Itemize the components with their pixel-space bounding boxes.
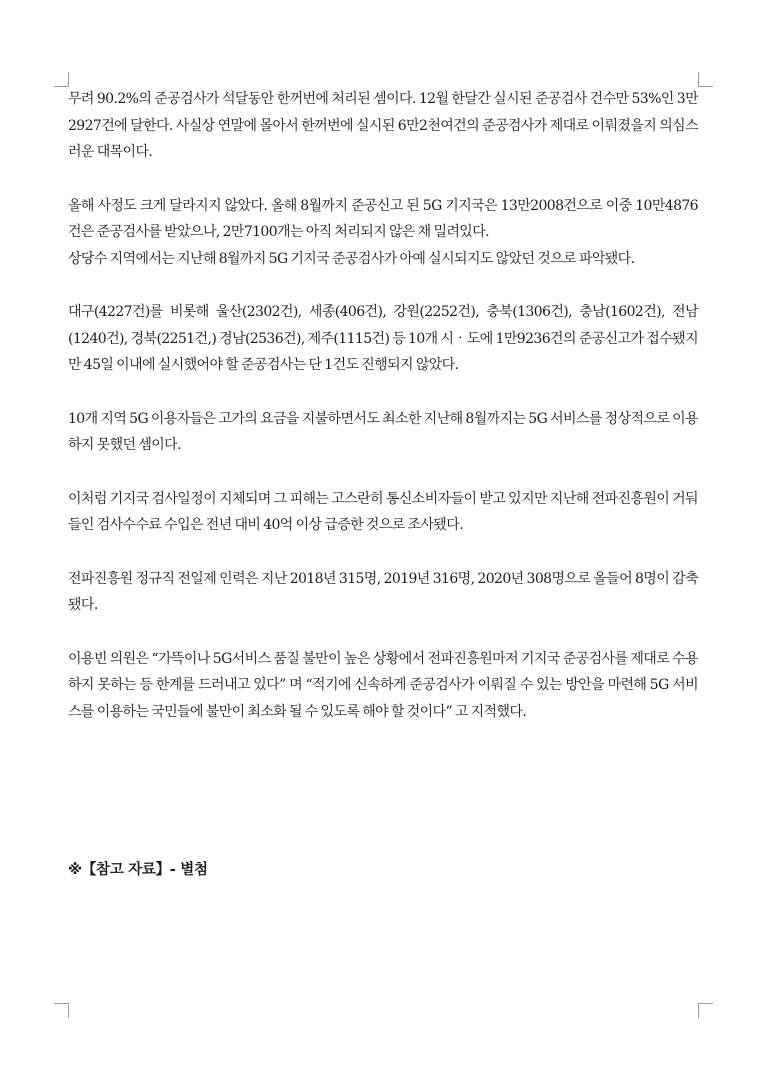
- crop-mark-bottom-right: [698, 1003, 713, 1018]
- paragraph-regions-not-inspected: 상당수 지역에서는 지난해 8월까지 5G 기지국 준공검사가 아예 실시되지도 않았던 것으로 파악됐다.: [68, 250, 635, 267]
- crop-mark-top-left: [54, 72, 69, 87]
- paragraph-staffing: 전파진흥원 정규직 전일제 인력은 지난 2018년 315명, 2019년 316명, 2020년 308명으로 올들어 8명이 감축됐다.: [68, 570, 698, 613]
- paragraph-this-year-status: 올해 사정도 크게 달라지지 않았다. 올해 8월까지 준공신고 된 5G 기지국은 13만2008건으로 이중 10만4876건은 준공검사를 받았으나, 2만7100개는 아직 처리되지 않은 채 밀려있다.: [68, 197, 698, 240]
- paragraph-lawmaker-quote: 이용빈 의원은 “가뜩이나 5G서비스 품질 불만이 높은 상황에서 전파진흥원마저 기지국 준공검사를 제대로 수용하지 못하는 등 한계를 드러내고 있다” 며 “적기에 신속하게 준공검사가 이뤄질 수 있는 방안을 마련해 5G 서비스를 이용하는 국민들에 불만이 최소화 될 수 있도록 해야 할 것이다” 고 지적했다.: [68, 650, 698, 720]
- document-body: [68, 86, 698, 752]
- crop-mark-bottom-left: [54, 1003, 69, 1018]
- crop-mark-top-right: [698, 72, 713, 87]
- paragraph-inspection-concentration: 무려 90.2%의 준공검사가 석달동안 한꺼번에 처리된 셈이다. 12월 한달간 실시된 준공검사 건수만 53%인 3만2927건에 달한다. 사실상 연말에 몰아서 한꺼번에 실시된 6만2천여건의 준공검사가 제대로 이뤄졌을지 의심스러운 대목이다.: [68, 91, 698, 160]
- reference-attachment-note: ※【참고 자료】- 별첨: [68, 862, 208, 878]
- paragraph-user-impact: 10개 지역 5G 이용자들은 고가의 요금을 지불하면서도 최소한 지난해 8월까지는 5G 서비스를 정상적으로 이용하지 못했던 셈이다.: [68, 410, 698, 453]
- paragraph-regional-breakdown: 대구(4227건)를 비롯해 울산(2302건), 세종(406건), 강원(2252건), 충북(1306건), 충남(1602건), 전남(1240건), 경북(2251건,) 경남(2536건), 제주(1115건) 등 10개 시‧도에 1만9236건의 준공신고가 접수됐지만 45일 이내에 실시했어야 할 준공검사는 단 1건도 진행되지 않았다.: [68, 304, 698, 373]
- paragraph-inspection-fees: 이처럼 기지국 검사일정이 지체되며 그 피해는 고스란히 통신소비자들이 받고 있지만 지난해 전파진흥원이 거둬들인 검사수수료 수입은 전년 대비 40억 이상 급증한 것으로 조사됐다.: [68, 490, 698, 533]
